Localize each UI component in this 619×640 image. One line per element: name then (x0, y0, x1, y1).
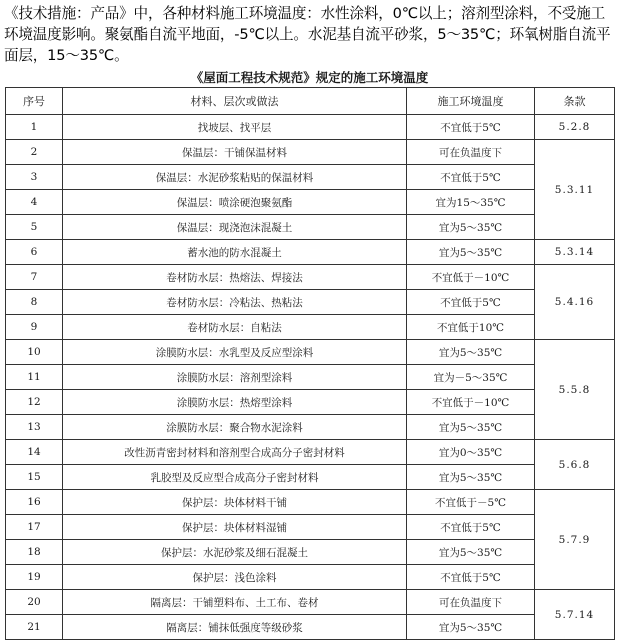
cell-temperature: 宜为5～35℃ (407, 415, 535, 440)
cell-material: 找坡层、找平层 (63, 115, 407, 140)
table-row (6, 490, 615, 515)
cell-temperature: 不宜低于5℃ (407, 290, 535, 315)
table-header-row (6, 88, 615, 115)
cell-no: 12 (6, 390, 63, 415)
cell-temperature: 不宜低于5℃ (407, 515, 535, 540)
cell-no: 4 (6, 190, 63, 215)
cell-temperature: 不宜低于10℃ (407, 315, 535, 340)
table-row (6, 265, 615, 290)
cell-material: 保温层：现浇泡沫混凝土 (63, 215, 407, 240)
cell-no: 9 (6, 315, 63, 340)
cell-temperature: 不宜低于5℃ (407, 115, 535, 140)
cell-clause: 5.7.9 (535, 490, 615, 590)
table-row (6, 565, 615, 590)
cell-no: 19 (6, 565, 63, 590)
header-no: 序号 (6, 88, 63, 115)
cell-material: 保护层：块体材料湿铺 (63, 515, 407, 540)
cell-temperature: 宜为0～35℃ (407, 440, 535, 465)
cell-temperature: 宜为5～35℃ (407, 215, 535, 240)
cell-no: 2 (6, 140, 63, 165)
cell-no: 11 (6, 365, 63, 390)
cell-no: 5 (6, 215, 63, 240)
table-row (6, 290, 615, 315)
cell-clause: 5.4.16 (535, 265, 615, 340)
cell-clause: 5.3.14 (535, 240, 615, 265)
cell-no: 7 (6, 265, 63, 290)
cell-no: 8 (6, 290, 63, 315)
cell-no: 21 (6, 615, 63, 640)
table-row (6, 140, 615, 165)
cell-material: 隔离层：干铺塑料布、土工布、卷材 (63, 590, 407, 615)
intro-paragraph: 《技术措施：产品》中，各种材料施工环境温度：水性涂料，0℃以上；溶剂型涂料，不受施工环境温度影响。聚氨酯自流平地面，-5℃以上。水泥基自流平砂浆，5～35℃；环氧树脂自流平面层，15～35℃。 (4, 5, 611, 64)
cell-temperature: 可在负温度下 (407, 140, 535, 165)
table-row (6, 440, 615, 465)
table-row (6, 165, 615, 190)
cell-temperature: 不宜低于－10℃ (407, 265, 535, 290)
cell-no: 20 (6, 590, 63, 615)
cell-temperature: 不宜低于－10℃ (407, 390, 535, 415)
cell-material: 涂膜防水层：水乳型及反应型涂料 (63, 340, 407, 365)
header-temperature: 施工环境温度 (407, 88, 535, 115)
cell-no: 6 (6, 240, 63, 265)
table-row (6, 415, 615, 440)
cell-material: 卷材防水层：自粘法 (63, 315, 407, 340)
table-row (6, 190, 615, 215)
table-row (6, 465, 615, 490)
cell-no: 16 (6, 490, 63, 515)
cell-material: 改性沥青密封材料和溶剂型合成高分子密封材料 (63, 440, 407, 465)
cell-temperature: 宜为5～35℃ (407, 240, 535, 265)
table-row (6, 315, 615, 340)
cell-clause: 5.5.8 (535, 340, 615, 440)
cell-material: 涂膜防水层：聚合物水泥涂料 (63, 415, 407, 440)
table-row (6, 340, 615, 365)
cell-no: 3 (6, 165, 63, 190)
cell-material: 涂膜防水层：热熔型涂料 (63, 390, 407, 415)
cell-no: 17 (6, 515, 63, 540)
cell-temperature: 不宜低于5℃ (407, 565, 535, 590)
table-row (6, 515, 615, 540)
temperature-spec-table (5, 87, 615, 640)
cell-material: 保护层：水泥砂浆及细石混凝土 (63, 540, 407, 565)
cell-material: 乳胶型及反应型合成高分子密封材料 (63, 465, 407, 490)
cell-material: 保护层：浅色涂料 (63, 565, 407, 590)
cell-temperature: 宜为5～35℃ (407, 540, 535, 565)
header-clause: 条款 (535, 88, 615, 115)
cell-clause: 5.3.11 (535, 140, 615, 240)
cell-temperature: 不宜低于5℃ (407, 165, 535, 190)
cell-no: 15 (6, 465, 63, 490)
table-row (6, 240, 615, 265)
cell-no: 13 (6, 415, 63, 440)
cell-temperature: 宜为15～35℃ (407, 190, 535, 215)
table-row (6, 390, 615, 415)
cell-clause: 5.6.8 (535, 440, 615, 490)
cell-clause: 5.7.14 (535, 590, 615, 640)
table-row (6, 540, 615, 565)
table-row (6, 115, 615, 140)
table-row (6, 615, 615, 640)
cell-material: 保温层：水泥砂浆粘贴的保温材料 (63, 165, 407, 190)
cell-temperature: 可在负温度下 (407, 590, 535, 615)
table-row (6, 590, 615, 615)
cell-material: 卷材防水层：冷粘法、热粘法 (63, 290, 407, 315)
table-row (6, 365, 615, 390)
cell-material: 保温层：喷涂硬泡聚氨酯 (63, 190, 407, 215)
cell-no: 10 (6, 340, 63, 365)
cell-temperature: 不宜低于－5℃ (407, 490, 535, 515)
cell-clause: 5.2.8 (535, 115, 615, 140)
cell-temperature: 宜为－5～35℃ (407, 365, 535, 390)
table-row (6, 215, 615, 240)
table-title: 《屋面工程技术规范》规定的施工环境温度 (190, 70, 429, 85)
cell-no: 1 (6, 115, 63, 140)
cell-material: 涂膜防水层：溶剂型涂料 (63, 365, 407, 390)
cell-material: 保护层：块体材料干铺 (63, 490, 407, 515)
cell-no: 14 (6, 440, 63, 465)
header-material: 材料、层次或做法 (63, 88, 407, 115)
cell-material: 卷材防水层：热熔法、焊接法 (63, 265, 407, 290)
cell-temperature: 宜为5～35℃ (407, 340, 535, 365)
cell-temperature: 宜为5～35℃ (407, 465, 535, 490)
cell-temperature: 宜为5～35℃ (407, 615, 535, 640)
cell-no: 18 (6, 540, 63, 565)
cell-material: 隔离层：铺抹低强度等级砂浆 (63, 615, 407, 640)
cell-material: 保温层：干铺保温材料 (63, 140, 407, 165)
cell-material: 蓄水池的防水混凝土 (63, 240, 407, 265)
